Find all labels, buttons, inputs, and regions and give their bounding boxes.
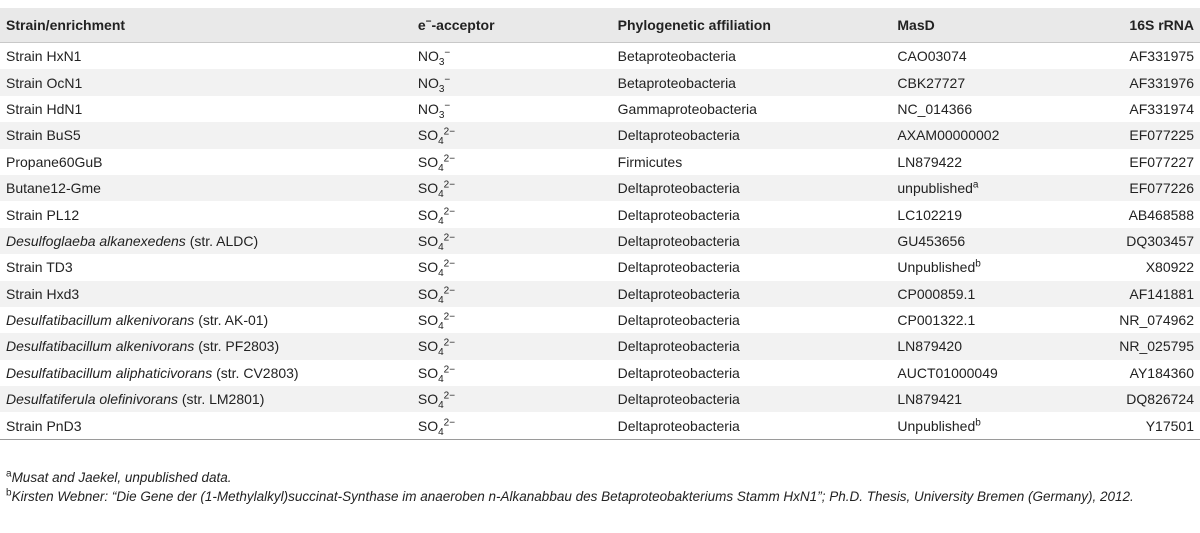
cell-rrna: Y17501: [1113, 412, 1200, 439]
strain-species: Desulfatibacillum alkenivorans: [6, 338, 195, 355]
cell-acceptor: [412, 360, 612, 386]
acceptor-subscript: 3: [438, 83, 445, 95]
cell-phylo: Betaproteobacteria: [617, 74, 736, 91]
cell-masd: [891, 412, 1113, 439]
strain-species: Desulfoglaeba alkanexedens: [6, 232, 186, 249]
acceptor-charge: 2−: [443, 285, 456, 297]
acceptor-formula: NO: [417, 48, 439, 65]
footnote-a: [6, 468, 1196, 487]
footnote-b: [6, 487, 1196, 506]
cell-masd: [891, 122, 1113, 148]
acceptor-subscript: 4: [438, 294, 444, 306]
acceptor-formula: SO: [417, 417, 439, 434]
acceptor-charge: 2−: [443, 126, 456, 138]
cell-strain: [0, 307, 412, 333]
cell-strain: [0, 254, 412, 280]
cell-acceptor: [412, 307, 612, 333]
acceptor-charge: 2−: [443, 232, 456, 244]
acceptor-charge: −: [444, 100, 451, 112]
acceptor-charge: −: [444, 47, 451, 59]
table-row: [0, 228, 1200, 254]
cell-masd: [891, 386, 1113, 412]
cell-acceptor: [412, 96, 612, 122]
acceptor-subscript: 4: [438, 373, 444, 385]
strain-table: [0, 8, 1200, 440]
cell-acceptor: [412, 149, 612, 175]
cell-acceptor: [412, 43, 612, 70]
strain-species: Desulfatibacillum aliphaticivorans: [6, 364, 213, 381]
cell-strain: [0, 122, 412, 148]
table-row: [0, 149, 1200, 175]
cell-phylo: Deltaproteobacteria: [617, 338, 740, 355]
strain-name: Strain OcN1: [6, 74, 83, 91]
masd-accession: AUCT01000049: [897, 364, 998, 381]
acceptor-subscript: 3: [438, 109, 445, 121]
header-rrna: 16S rRNA: [1113, 8, 1200, 43]
acceptor-charge: 2−: [443, 390, 456, 402]
acceptor-formula: SO: [417, 285, 439, 302]
cell-strain: [0, 69, 412, 95]
cell-strain: [0, 201, 412, 227]
acceptor-subscript: 4: [438, 162, 444, 174]
strain-detail: (str. PF2803): [194, 338, 280, 355]
cell-rrna: AF331975: [1129, 48, 1194, 65]
acceptor-formula: SO: [417, 180, 439, 197]
strain-name: Strain HdN1: [6, 100, 83, 117]
cell-phylo: Deltaproteobacteria: [617, 259, 740, 276]
acceptor-charge: 2−: [443, 337, 456, 349]
cell-strain: [0, 333, 412, 359]
strain-name: Butane12-Gme: [6, 180, 101, 197]
masd-accession: AXAM00000002: [897, 127, 1000, 144]
acceptor-charge: 2−: [443, 364, 456, 376]
cell-masd: [891, 149, 1113, 175]
masd-accession: Unpublished: [897, 417, 976, 434]
strain-name: Strain PL12: [6, 206, 80, 223]
header-acceptor: [412, 8, 612, 43]
cell-masd: [891, 201, 1113, 227]
cell-rrna: EF077226: [1129, 180, 1194, 197]
masd-accession: LN879421: [897, 391, 963, 408]
cell-acceptor: [412, 228, 612, 254]
cell-strain: [0, 228, 412, 254]
cell-acceptor: [412, 281, 612, 307]
cell-strain: [0, 360, 412, 386]
cell-masd: [891, 69, 1113, 95]
acceptor-subscript: 4: [438, 136, 444, 148]
cell-rrna: DQ303457: [1126, 232, 1194, 249]
cell-strain: [0, 281, 412, 307]
table-row: [0, 281, 1200, 307]
cell-acceptor: [412, 69, 612, 95]
cell-acceptor: [412, 201, 612, 227]
acceptor-formula: SO: [417, 232, 439, 249]
acceptor-charge: −: [444, 73, 451, 85]
strain-detail: (str. LM2801): [177, 391, 265, 408]
acceptor-formula: SO: [417, 206, 439, 223]
masd-accession: unpublished: [897, 180, 973, 197]
acceptor-subscript: 4: [438, 400, 444, 412]
cell-acceptor: [412, 122, 612, 148]
cell-acceptor: [412, 254, 612, 280]
cell-strain: [0, 149, 412, 175]
header-row: [0, 8, 1200, 43]
footnote-b-mark: b: [6, 487, 12, 499]
cell-rrna: AF331976: [1129, 74, 1194, 91]
cell-phylo: Deltaproteobacteria: [612, 412, 892, 439]
acceptor-charge: 2−: [443, 311, 456, 323]
footnote-b-text: Kirsten Webner: “Die Gene der (1-Methylalkyl)succinat-Synthase im anaeroben n-Alkanabbau des Betaproteobakteriums Stamm HxN1”; Ph.D. Thesis, University Bremen (Germany), 2012.: [11, 489, 1134, 504]
header-masd: MasD: [891, 8, 1113, 43]
acceptor-subscript: 3: [438, 56, 445, 68]
masd-accession: CP000859.1: [897, 285, 976, 302]
acceptor-formula: SO: [417, 391, 439, 408]
cell-masd: [891, 281, 1113, 307]
cell-phylo: Betaproteobacteria: [617, 48, 736, 65]
cell-strain: [0, 96, 412, 122]
cell-rrna: NR_074962: [1119, 312, 1194, 329]
masd-footnote-mark: b: [975, 258, 981, 270]
masd-accession: NC_014366: [897, 100, 973, 117]
masd-footnote-mark: a: [972, 179, 979, 191]
table-row: [0, 307, 1200, 333]
cell-acceptor: [412, 333, 612, 359]
strain-species: Desulfatiferula olefinivorans: [6, 391, 178, 408]
acceptor-charge: 2−: [443, 205, 456, 217]
acceptor-subscript: 4: [438, 320, 444, 332]
acceptor-subscript: 4: [438, 215, 444, 227]
cell-phylo: Deltaproteobacteria: [617, 285, 740, 302]
cell-strain: [0, 386, 412, 412]
acceptor-formula: NO: [417, 74, 439, 91]
cell-phylo: Deltaproteobacteria: [617, 127, 740, 144]
cell-strain: [0, 175, 412, 201]
cell-phylo: Deltaproteobacteria: [617, 232, 740, 249]
table-row: [0, 43, 1200, 70]
footnotes: [6, 468, 1196, 506]
acceptor-charge: 2−: [443, 258, 456, 270]
table-row: [0, 201, 1200, 227]
cell-masd: [891, 43, 1113, 70]
cell-phylo: Deltaproteobacteria: [617, 206, 740, 223]
cell-rrna: NR_025795: [1119, 338, 1194, 355]
cell-phylo: Gammaproteobacteria: [617, 100, 757, 117]
strain-detail: (str. ALDC): [185, 232, 259, 249]
cell-rrna: DQ826724: [1126, 391, 1194, 408]
cell-masd: [891, 175, 1113, 201]
acceptor-formula: SO: [417, 127, 439, 144]
strain-detail: (str. CV2803): [212, 364, 299, 381]
header-acceptor-rest: -acceptor: [431, 17, 495, 33]
cell-rrna: AF141881: [1129, 285, 1194, 302]
acceptor-formula: SO: [417, 259, 439, 276]
strain-name: Strain HxN1: [6, 48, 82, 65]
cell-strain: [0, 412, 412, 439]
cell-rrna: AY184360: [1129, 364, 1194, 381]
acceptor-formula: SO: [417, 338, 439, 355]
table-row: [0, 254, 1200, 280]
acceptor-subscript: 4: [438, 426, 444, 438]
footnote-a-text: Musat and Jaekel, unpublished data.: [11, 470, 232, 485]
header-phylo: Phylogenetic affiliation: [612, 8, 892, 43]
strain-species: Desulfatibacillum alkenivorans: [6, 312, 195, 329]
table-row: [0, 412, 1200, 439]
cell-rrna: AF331974: [1129, 100, 1194, 117]
table-row: [0, 122, 1200, 148]
cell-rrna: AB468588: [1128, 206, 1194, 223]
masd-accession: LN879422: [897, 153, 963, 170]
cell-phylo: Deltaproteobacteria: [617, 364, 740, 381]
footnote-a-mark: a: [6, 468, 12, 480]
masd-accession: CBK27727: [897, 74, 966, 91]
cell-masd: [891, 96, 1113, 122]
cell-masd: [891, 228, 1113, 254]
cell-rrna: X80922: [1145, 259, 1194, 276]
strain-name: Strain TD3: [6, 259, 73, 276]
header-acceptor-sup: −: [425, 16, 432, 28]
acceptor-formula: SO: [417, 364, 439, 381]
strain-name: Propane60GuB: [6, 153, 103, 170]
cell-phylo: Deltaproteobacteria: [617, 180, 740, 197]
acceptor-charge: 2−: [443, 417, 456, 428]
cell-masd: [891, 307, 1113, 333]
cell-phylo: Deltaproteobacteria: [617, 312, 740, 329]
strain-detail: (str. AK-01): [194, 312, 269, 329]
masd-accession: CAO03074: [897, 48, 967, 65]
cell-masd: [891, 333, 1113, 359]
acceptor-subscript: 4: [438, 268, 444, 280]
cell-phylo: Firmicutes: [617, 153, 683, 170]
acceptor-charge: 2−: [443, 153, 456, 165]
cell-masd: [891, 360, 1113, 386]
cell-rrna: EF077225: [1129, 127, 1194, 144]
table-row: [0, 175, 1200, 201]
table-row: [0, 96, 1200, 122]
header-acceptor-base: e: [417, 17, 426, 33]
strain-name: Strain Hxd3: [6, 285, 80, 302]
strain-name: Strain BuS5: [6, 127, 81, 144]
masd-accession: LC102219: [897, 206, 963, 223]
cell-rrna: EF077227: [1129, 153, 1194, 170]
cell-acceptor: [412, 175, 612, 201]
table-row: [0, 69, 1200, 95]
cell-strain: [0, 43, 412, 70]
acceptor-subscript: 4: [438, 188, 444, 200]
masd-footnote-mark: b: [975, 417, 981, 428]
table-body: [0, 43, 1200, 440]
acceptor-charge: 2−: [443, 179, 456, 191]
acceptor-formula: SO: [417, 153, 439, 170]
acceptor-formula: NO: [417, 100, 439, 117]
masd-accession: Unpublished: [897, 259, 976, 276]
acceptor-subscript: 4: [438, 241, 444, 253]
masd-accession: LN879420: [897, 338, 963, 355]
cell-acceptor: [412, 386, 612, 412]
cell-masd: [891, 254, 1113, 280]
header-strain: Strain/enrichment: [0, 8, 412, 43]
cell-phylo: Deltaproteobacteria: [617, 391, 740, 408]
table-row: [0, 386, 1200, 412]
masd-accession: GU453656: [897, 232, 966, 249]
masd-accession: CP001322.1: [897, 312, 976, 329]
strain-name: Strain PnD3: [6, 417, 82, 434]
acceptor-subscript: 4: [438, 347, 444, 359]
acceptor-formula: SO: [417, 312, 439, 329]
table-row: [0, 333, 1200, 359]
cell-acceptor: [412, 412, 612, 439]
table-row: [0, 360, 1200, 386]
